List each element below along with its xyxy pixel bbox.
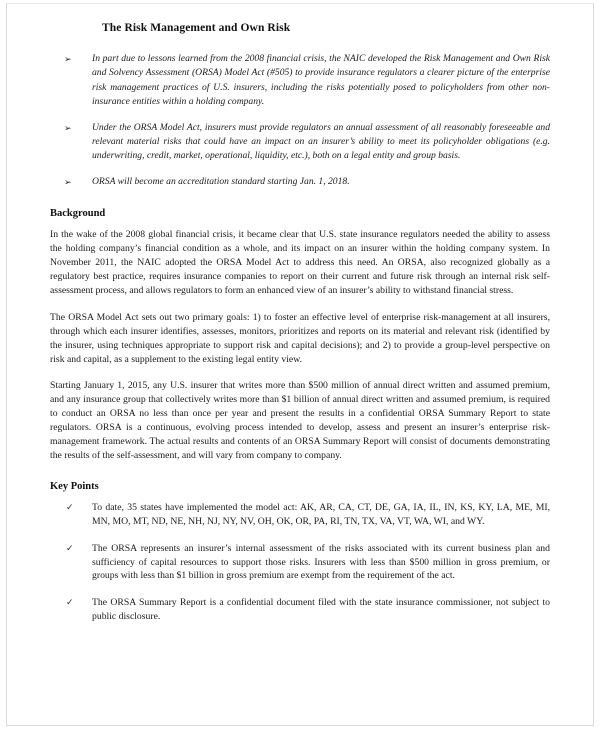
- list-item: [50, 542, 550, 584]
- list-item-text: The ORSA represents an insurer’s internal assessment of the risks associated with its current business plan and sufficiency of capital resources to support those risks. Insurers with less than $500 million in gross premium, or groups with less than $1 billion in gross premium are exempt from the requirement of the act.: [92, 542, 550, 582]
- paragraph: In the wake of the 2008 global financial crisis, it became clear that U.S. state insurance regulators needed the ability to assess the holding company’s financial condition as a whole, and its impact on an insurer within the holding company system. In November 2011, the NAIC adopted the ORSA Model Act to address this need. An ORSA, also recognized globally as a regulatory best practice, requires insurance companies to report on their current and future risk through an internal risk self-assessment process, and allows regulators to form an enhanced view of an insurer’s ability to withstand financial stress.: [50, 229, 550, 296]
- page-title: The Risk Management and Own Risk: [102, 22, 291, 34]
- list-item-text: Under the ORSA Model Act, insurers must provide regulators an annual assessment of all reasonably foreseeable and relevant material risks that could have an impact on an insurer’s ability to meet its policyholder obligations (e.g. underwriting, credit, market, operational, liquidity, etc.), both on a legal entity and group basis.: [92, 121, 550, 162]
- list-item: [50, 52, 550, 110]
- document-content: [50, 22, 550, 624]
- list-item: [50, 121, 550, 164]
- key-points-list: [50, 501, 550, 624]
- section-heading-background: Background: [50, 208, 106, 220]
- list-item: [50, 175, 550, 189]
- check-bullet-icon: ✓: [66, 597, 74, 608]
- list-item: [50, 596, 550, 624]
- list-item-text: In part due to lessons learned from the 2008 financial crisis, the NAIC developed the Risk Management and Own Risk and Solvency Assessment (ORSA) Model Act (#505) to provide insurance regulators a clearer picture of the enterprise risk management practices of U.S. insurers, including the risks potentially posed to policyholders from other non-insurance entities within a holding company.: [92, 53, 550, 108]
- paragraph: The ORSA Model Act sets out two primary goals: 1) to foster an effective level of enterprise risk-management at all insurers, through which each insurer identifies, assesses, monitors, prioritizes and reports on its material and relevant risk (identified by the insurer, using techniques appropriate to support risk and capital decisions); and 2) to provide a group-level perspective on risk and capital, as a supplement to the existing legal entity view.: [50, 311, 550, 365]
- intro-bullet-list: [50, 52, 550, 189]
- list-item-text: To date, 35 states have implemented the model act: AK, AR, CA, CT, DE, GA, IA, IL, IN, KS, KY, LA, ME, MI, MN, MO, MT, ND, NE, NH, NJ, NY, NV, OH, OK, OR, PA, RI, TN, TX, VA, VT, WA, WI, and WY.: [92, 501, 550, 527]
- list-item-text: ORSA will become an accreditation standard starting Jan. 1, 2018.: [92, 175, 350, 187]
- check-bullet-icon: ✓: [66, 501, 74, 512]
- check-bullet-icon: ✓: [66, 542, 74, 553]
- arrow-bullet-icon: ➢: [64, 122, 72, 133]
- list-item: [50, 501, 550, 529]
- paragraph: Starting January 1, 2015, any U.S. insurer that writes more than $500 million of annual direct written and assumed premium, and any insurance group that collectively writes more than $1 billion of annual direct written and assumed premium, is required to conduct an ORSA no less than once per year and present the results in a confidential ORSA Summary Report to state regulators. ORSA is a continuous, evolving process intended to develop, assess and present an insurer’s enterprise risk-management framework. The actual results and contents of an ORSA Summary Report will consist of documents demonstrating the results of the self-assessment, and will vary from company to company.: [50, 380, 550, 461]
- section-heading-key-points: Key Points: [50, 480, 99, 492]
- arrow-bullet-icon: ➢: [64, 176, 72, 187]
- list-item-text: The ORSA Summary Report is a confidential document filed with the state insurance commissioner, not subject to public disclosure.: [92, 597, 550, 623]
- arrow-bullet-icon: ➢: [64, 54, 72, 64]
